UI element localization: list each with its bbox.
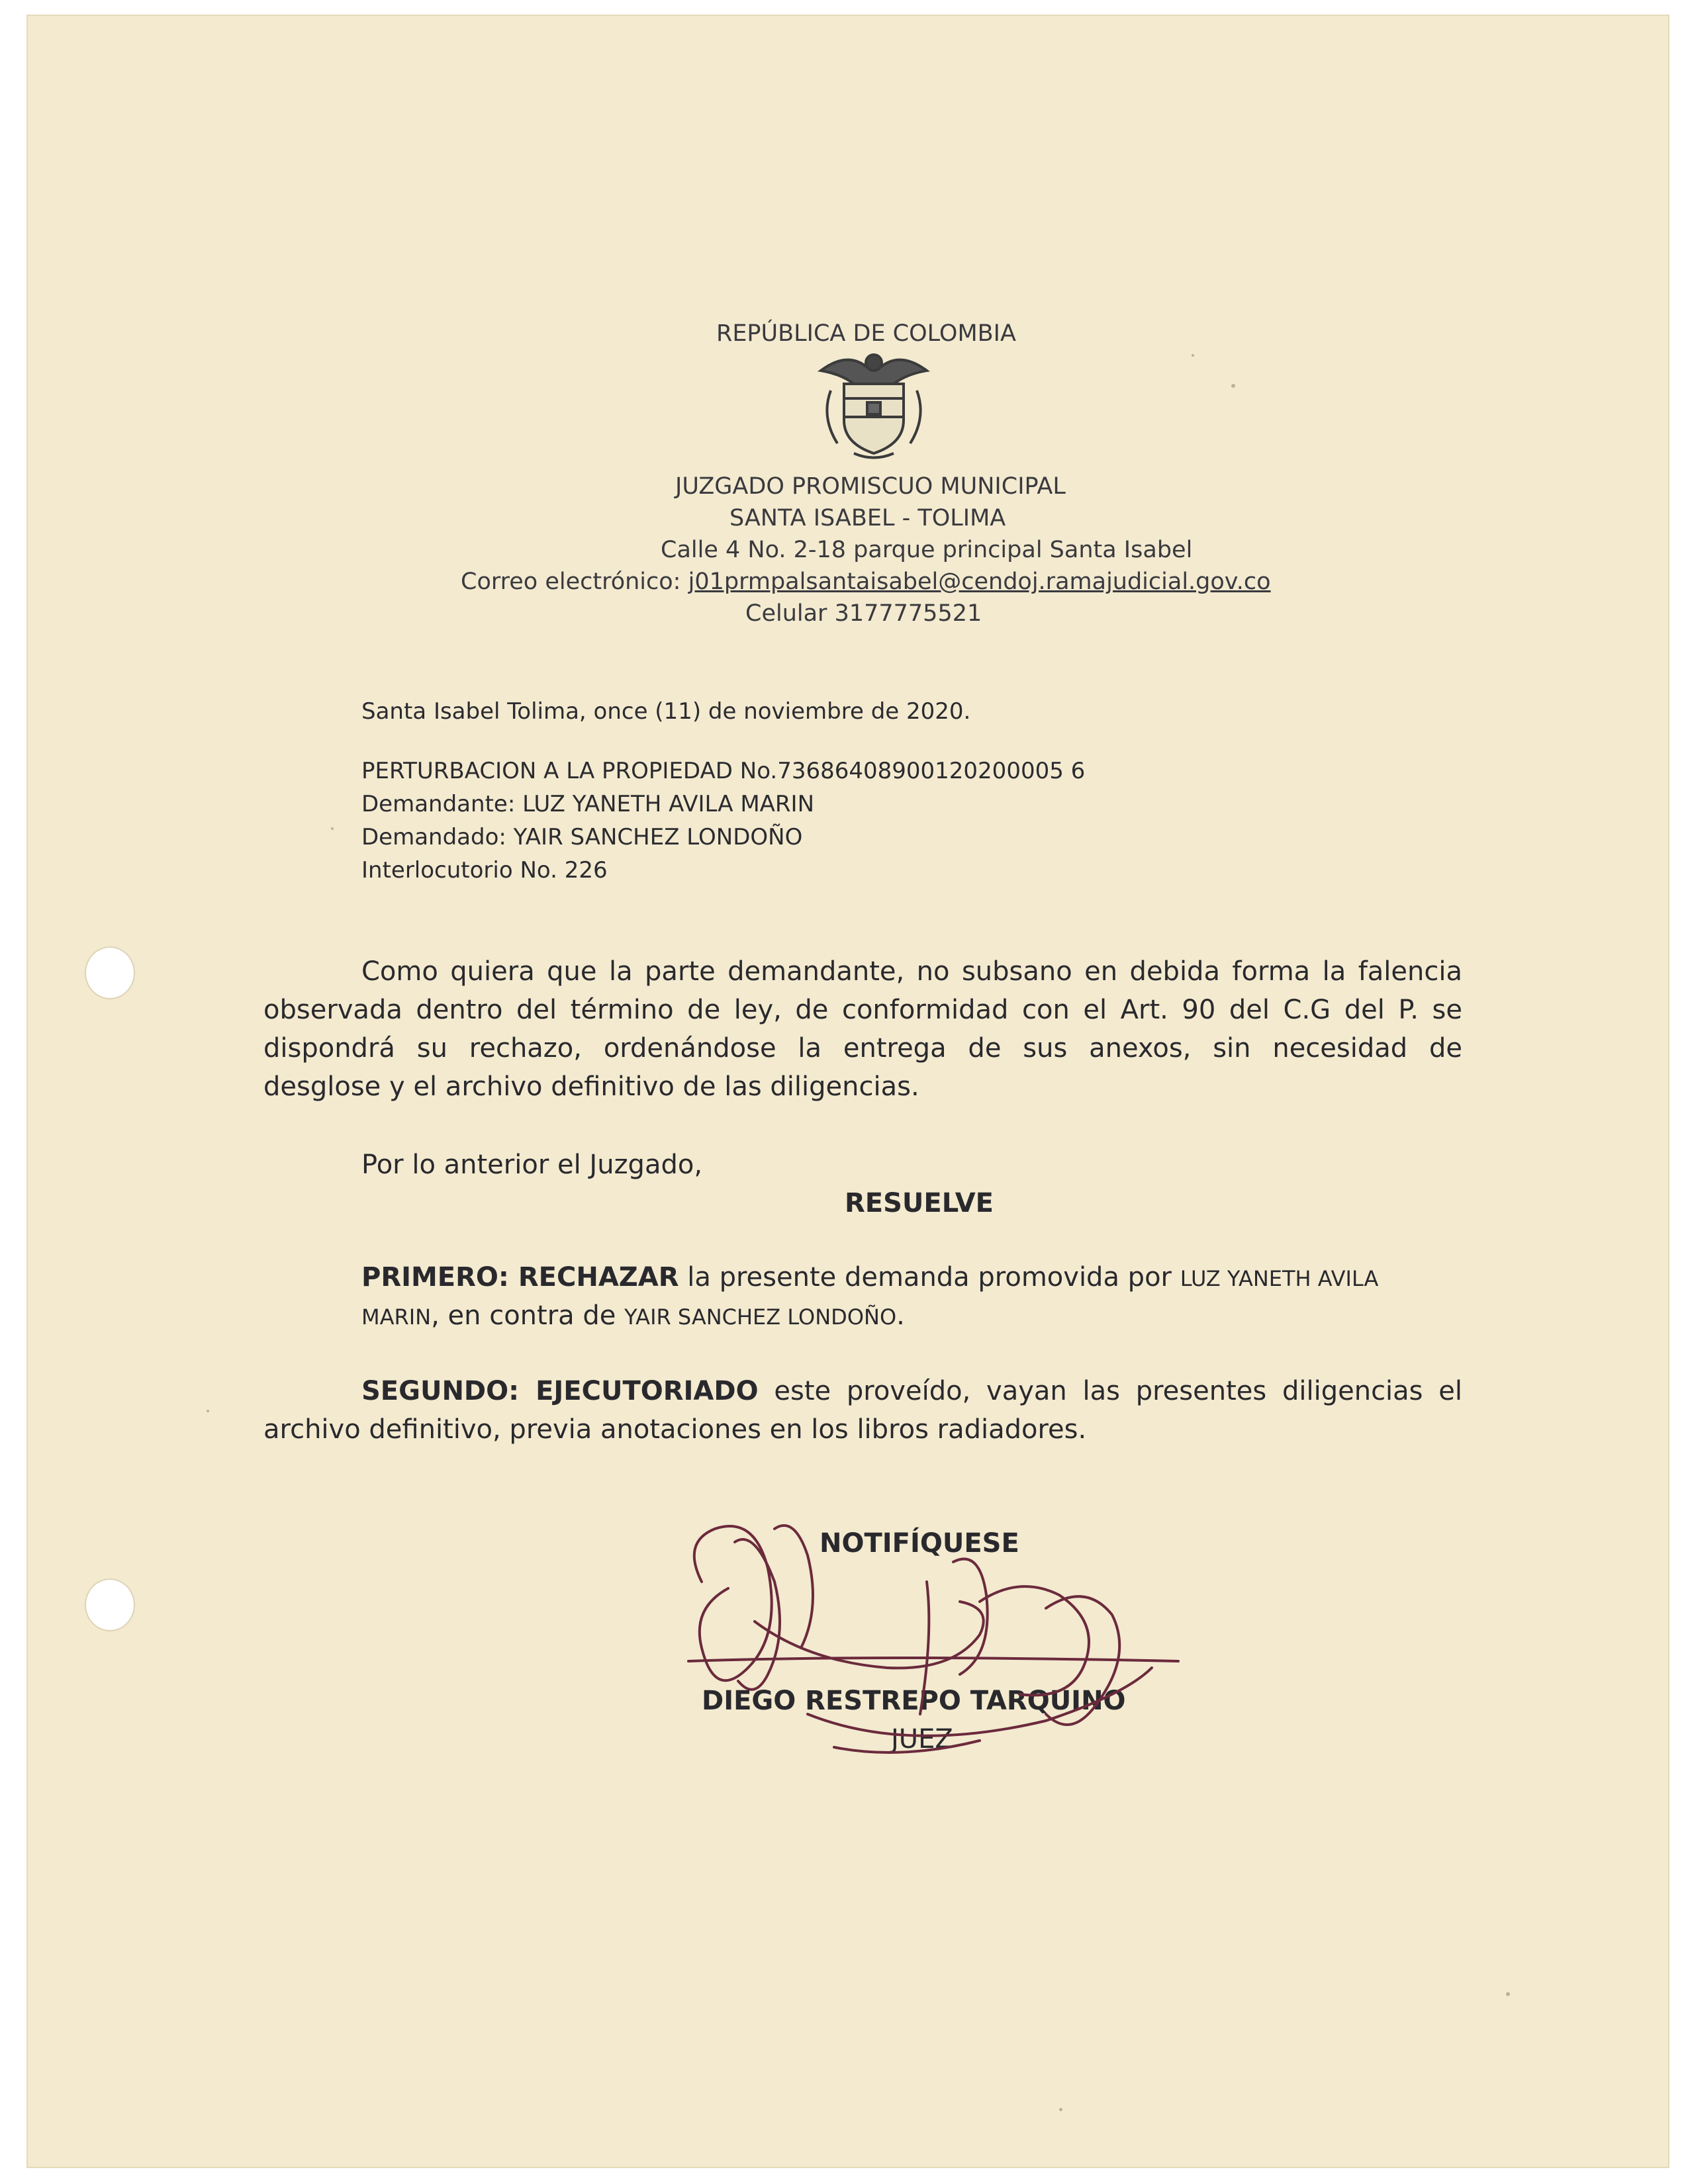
punch-hole — [85, 1578, 135, 1631]
paper-speck — [331, 827, 334, 830]
punch-hole — [85, 946, 135, 999]
paper-speck — [1506, 1992, 1510, 1996]
notify-heading: NOTIFÍQUESE — [820, 1528, 1019, 1559]
resolution-first-end: . — [896, 1300, 905, 1331]
case-interlocutory: Interlocutorio No. 226 — [361, 857, 608, 884]
handwritten-signature — [675, 1502, 1205, 1800]
court-email-line — [461, 570, 1271, 594]
case-plaintiff: Demandante: LUZ YANETH AVILA MARIN — [361, 791, 815, 817]
case-process: PERTURBACION A LA PROPIEDAD No.73686408900120200005 6 — [361, 758, 1086, 784]
coat-of-arms-icon — [808, 344, 940, 463]
paper-speck — [1231, 384, 1235, 388]
resolution-second-line: archivo definitivo, previa anotaciones en los libros radiadores. — [263, 1414, 1087, 1445]
paragraph-line: dispondrá su rechazo, ordenándose la entrega de sus anexos, sin necesidad de — [263, 1033, 1462, 1064]
defendant-name: YAIR SANCHEZ LONDOÑO — [624, 1304, 897, 1330]
email-link[interactable]: j01prmpalsantaisabel@cendoj.ramajudicial.gov.co — [688, 569, 1271, 595]
country-heading: REPÚBLICA DE COLOMBIA — [716, 320, 1016, 347]
paragraph-intro: Por lo anterior el Juzgado, — [361, 1150, 703, 1180]
resolution-first-label: PRIMERO: RECHAZAR — [361, 1262, 679, 1293]
plaintiff-name-cont: MARIN — [361, 1304, 432, 1330]
paper-speck — [1059, 2108, 1062, 2111]
resolve-heading: RESUELVE — [845, 1188, 994, 1218]
resolution-second-label: SEGUNDO: EJECUTORIADO — [361, 1376, 759, 1406]
plaintiff-name: LUZ YANETH AVILA — [1180, 1266, 1379, 1291]
judge-name: DIEGO RESTREPO TARQUINO — [702, 1686, 1126, 1716]
resolution-first-mid: , en contra de — [431, 1300, 625, 1331]
resolution-first-line — [361, 1302, 905, 1329]
date-line: Santa Isabel Tolima, once (11) de noviembre de 2020. — [361, 698, 971, 725]
paragraph-line: Como quiera que la parte demandante, no subsano en debida forma la falencia — [361, 956, 1462, 987]
resolution-first-line — [361, 1264, 1378, 1291]
judge-title: JUEZ — [891, 1724, 953, 1754]
resolution-first-text: la presente demanda promovida por — [679, 1262, 1180, 1293]
court-location: SANTA ISABEL - TOLIMA — [729, 505, 1006, 531]
paper-speck — [207, 1410, 209, 1412]
paragraph-line: observada dentro del término de ley, de conformidad con el Art. 90 del C.G del P. se — [263, 995, 1462, 1025]
case-defendant: Demandado: YAIR SANCHEZ LONDOÑO — [361, 824, 803, 850]
court-phone: Celular 3177775521 — [745, 600, 982, 627]
court-address: Calle 4 No. 2-18 parque principal Santa Isabel — [661, 537, 1193, 563]
resolution-second-line — [361, 1378, 1462, 1404]
resolution-second-text: este proveído, vayan las presentes diligencias el — [758, 1376, 1463, 1406]
paragraph-line: desglose y el archivo definitivo de las diligencias. — [263, 1071, 919, 1102]
email-label: Correo electrónico: — [461, 569, 688, 595]
paper-speck — [1192, 354, 1194, 357]
court-name: JUZGADO PROMISCUO MUNICIPAL — [675, 473, 1066, 500]
